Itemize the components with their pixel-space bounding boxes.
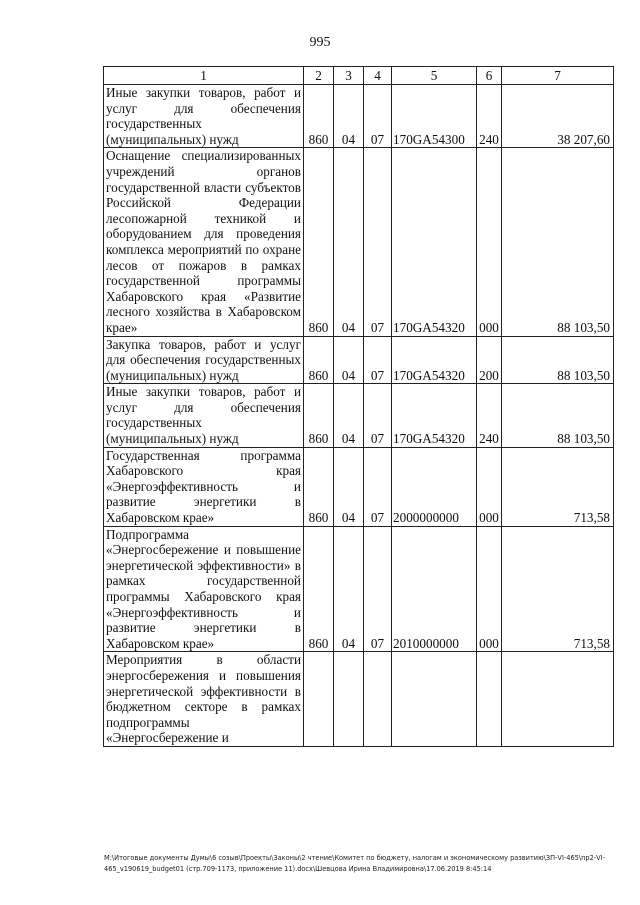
row-ministry-code: 860: [304, 447, 334, 526]
table-row: [104, 384, 614, 447]
row-expense-type: 240: [477, 85, 502, 148]
row-subsection-code: 07: [364, 384, 392, 447]
row-target-article: [392, 652, 477, 747]
row-section-code: 04: [334, 85, 364, 148]
row-amount: 88 103,50: [502, 336, 614, 384]
row-ministry-code: 860: [304, 336, 334, 384]
row-name: Подпрограмма «Энергосбережение и повышение энергетической эффективности» в рамках государственной программы Хабаровского края «Энергоэффективность и развитие энергетики в Хабаровском крае»: [104, 526, 304, 652]
row-target-article: 170GA54320: [392, 148, 477, 336]
row-name: Иные закупки товаров, работ и услуг для обеспечения государственных (муниципальных) нужд: [104, 85, 304, 148]
row-name: Иные закупки товаров, работ и услуг для обеспечения государственных (муниципальных) нужд: [104, 384, 304, 447]
col-header-1: 1: [104, 67, 304, 85]
row-section-code: 04: [334, 526, 364, 652]
table-row: [104, 447, 614, 526]
row-name: Мероприятия в области энергосбережения и повышения энергетической эффективности в бюджетном секторе в рамках подпрограммы «Энергосбережение и: [104, 652, 304, 747]
footer-line-1: М:\Итоговые документы Думы\6 созыв\Проекты\Законы\2 чтение\Комитет по бюджету, налогам и экономическому развитию\ЗП-VI-465\пр2-VI-: [104, 854, 605, 862]
row-amount: [502, 652, 614, 747]
row-amount: 38 207,60: [502, 85, 614, 148]
row-section-code: 04: [334, 384, 364, 447]
row-section-code: 04: [334, 447, 364, 526]
row-expense-type: 000: [477, 447, 502, 526]
row-target-article: 2010000000: [392, 526, 477, 652]
row-expense-type: 200: [477, 336, 502, 384]
row-name: Закупка товаров, работ и услуг для обеспечения государственных (муниципальных) нужд: [104, 336, 304, 384]
col-header-3: 3: [334, 67, 364, 85]
col-header-5: 5: [392, 67, 477, 85]
row-target-article: 170GA54320: [392, 384, 477, 447]
row-subsection-code: 07: [364, 85, 392, 148]
row-section-code: 04: [334, 336, 364, 384]
row-ministry-code: [304, 652, 334, 747]
row-expense-type: 000: [477, 148, 502, 336]
col-header-7: 7: [502, 67, 614, 85]
table-row: [104, 652, 614, 747]
table-row: [104, 85, 614, 148]
table-row: [104, 526, 614, 652]
row-section-code: [334, 652, 364, 747]
col-header-2: 2: [304, 67, 334, 85]
row-name: Оснащение специализированных учреждений органов государственной власти субъектов Российской Федерации лесопожарной техникой и оборудованием для проведения комплекса мероприятий по охране лесов от пожаров в рамках государственной программы Хабаровского края «Развитие лесного хозяйства в Хабаровском крае»: [104, 148, 304, 336]
table-row: [104, 148, 614, 336]
row-name: Государственная программа Хабаровского края «Энергоэффективность и развитие энергетики в Хабаровском крае»: [104, 447, 304, 526]
page-number: 995: [309, 35, 331, 50]
row-expense-type: [477, 652, 502, 747]
row-target-article: 170GA54320: [392, 336, 477, 384]
row-target-article: 2000000000: [392, 447, 477, 526]
row-amount: 88 103,50: [502, 148, 614, 336]
table-header-row: [104, 67, 614, 85]
row-amount: 713,58: [502, 447, 614, 526]
row-subsection-code: [364, 652, 392, 747]
row-subsection-code: 07: [364, 148, 392, 336]
row-subsection-code: 07: [364, 526, 392, 652]
row-expense-type: 000: [477, 526, 502, 652]
budget-table: [103, 66, 614, 747]
col-header-4: 4: [364, 67, 392, 85]
row-ministry-code: 860: [304, 526, 334, 652]
document-footer-path: [104, 853, 614, 875]
table-row: [104, 336, 614, 384]
row-expense-type: 240: [477, 384, 502, 447]
row-section-code: 04: [334, 148, 364, 336]
row-amount: 713,58: [502, 526, 614, 652]
footer-line-2: 465_v190619_budget01 (стр.709-1173, приложение 11).docx\Шевцова Ирина Владимировна\17.06.2019 8:45:14: [104, 865, 492, 873]
row-subsection-code: 07: [364, 447, 392, 526]
row-ministry-code: 860: [304, 85, 334, 148]
row-ministry-code: 860: [304, 148, 334, 336]
col-header-6: 6: [477, 67, 502, 85]
row-amount: 88 103,50: [502, 384, 614, 447]
row-subsection-code: 07: [364, 336, 392, 384]
row-target-article: 170GA54300: [392, 85, 477, 148]
row-ministry-code: 860: [304, 384, 334, 447]
